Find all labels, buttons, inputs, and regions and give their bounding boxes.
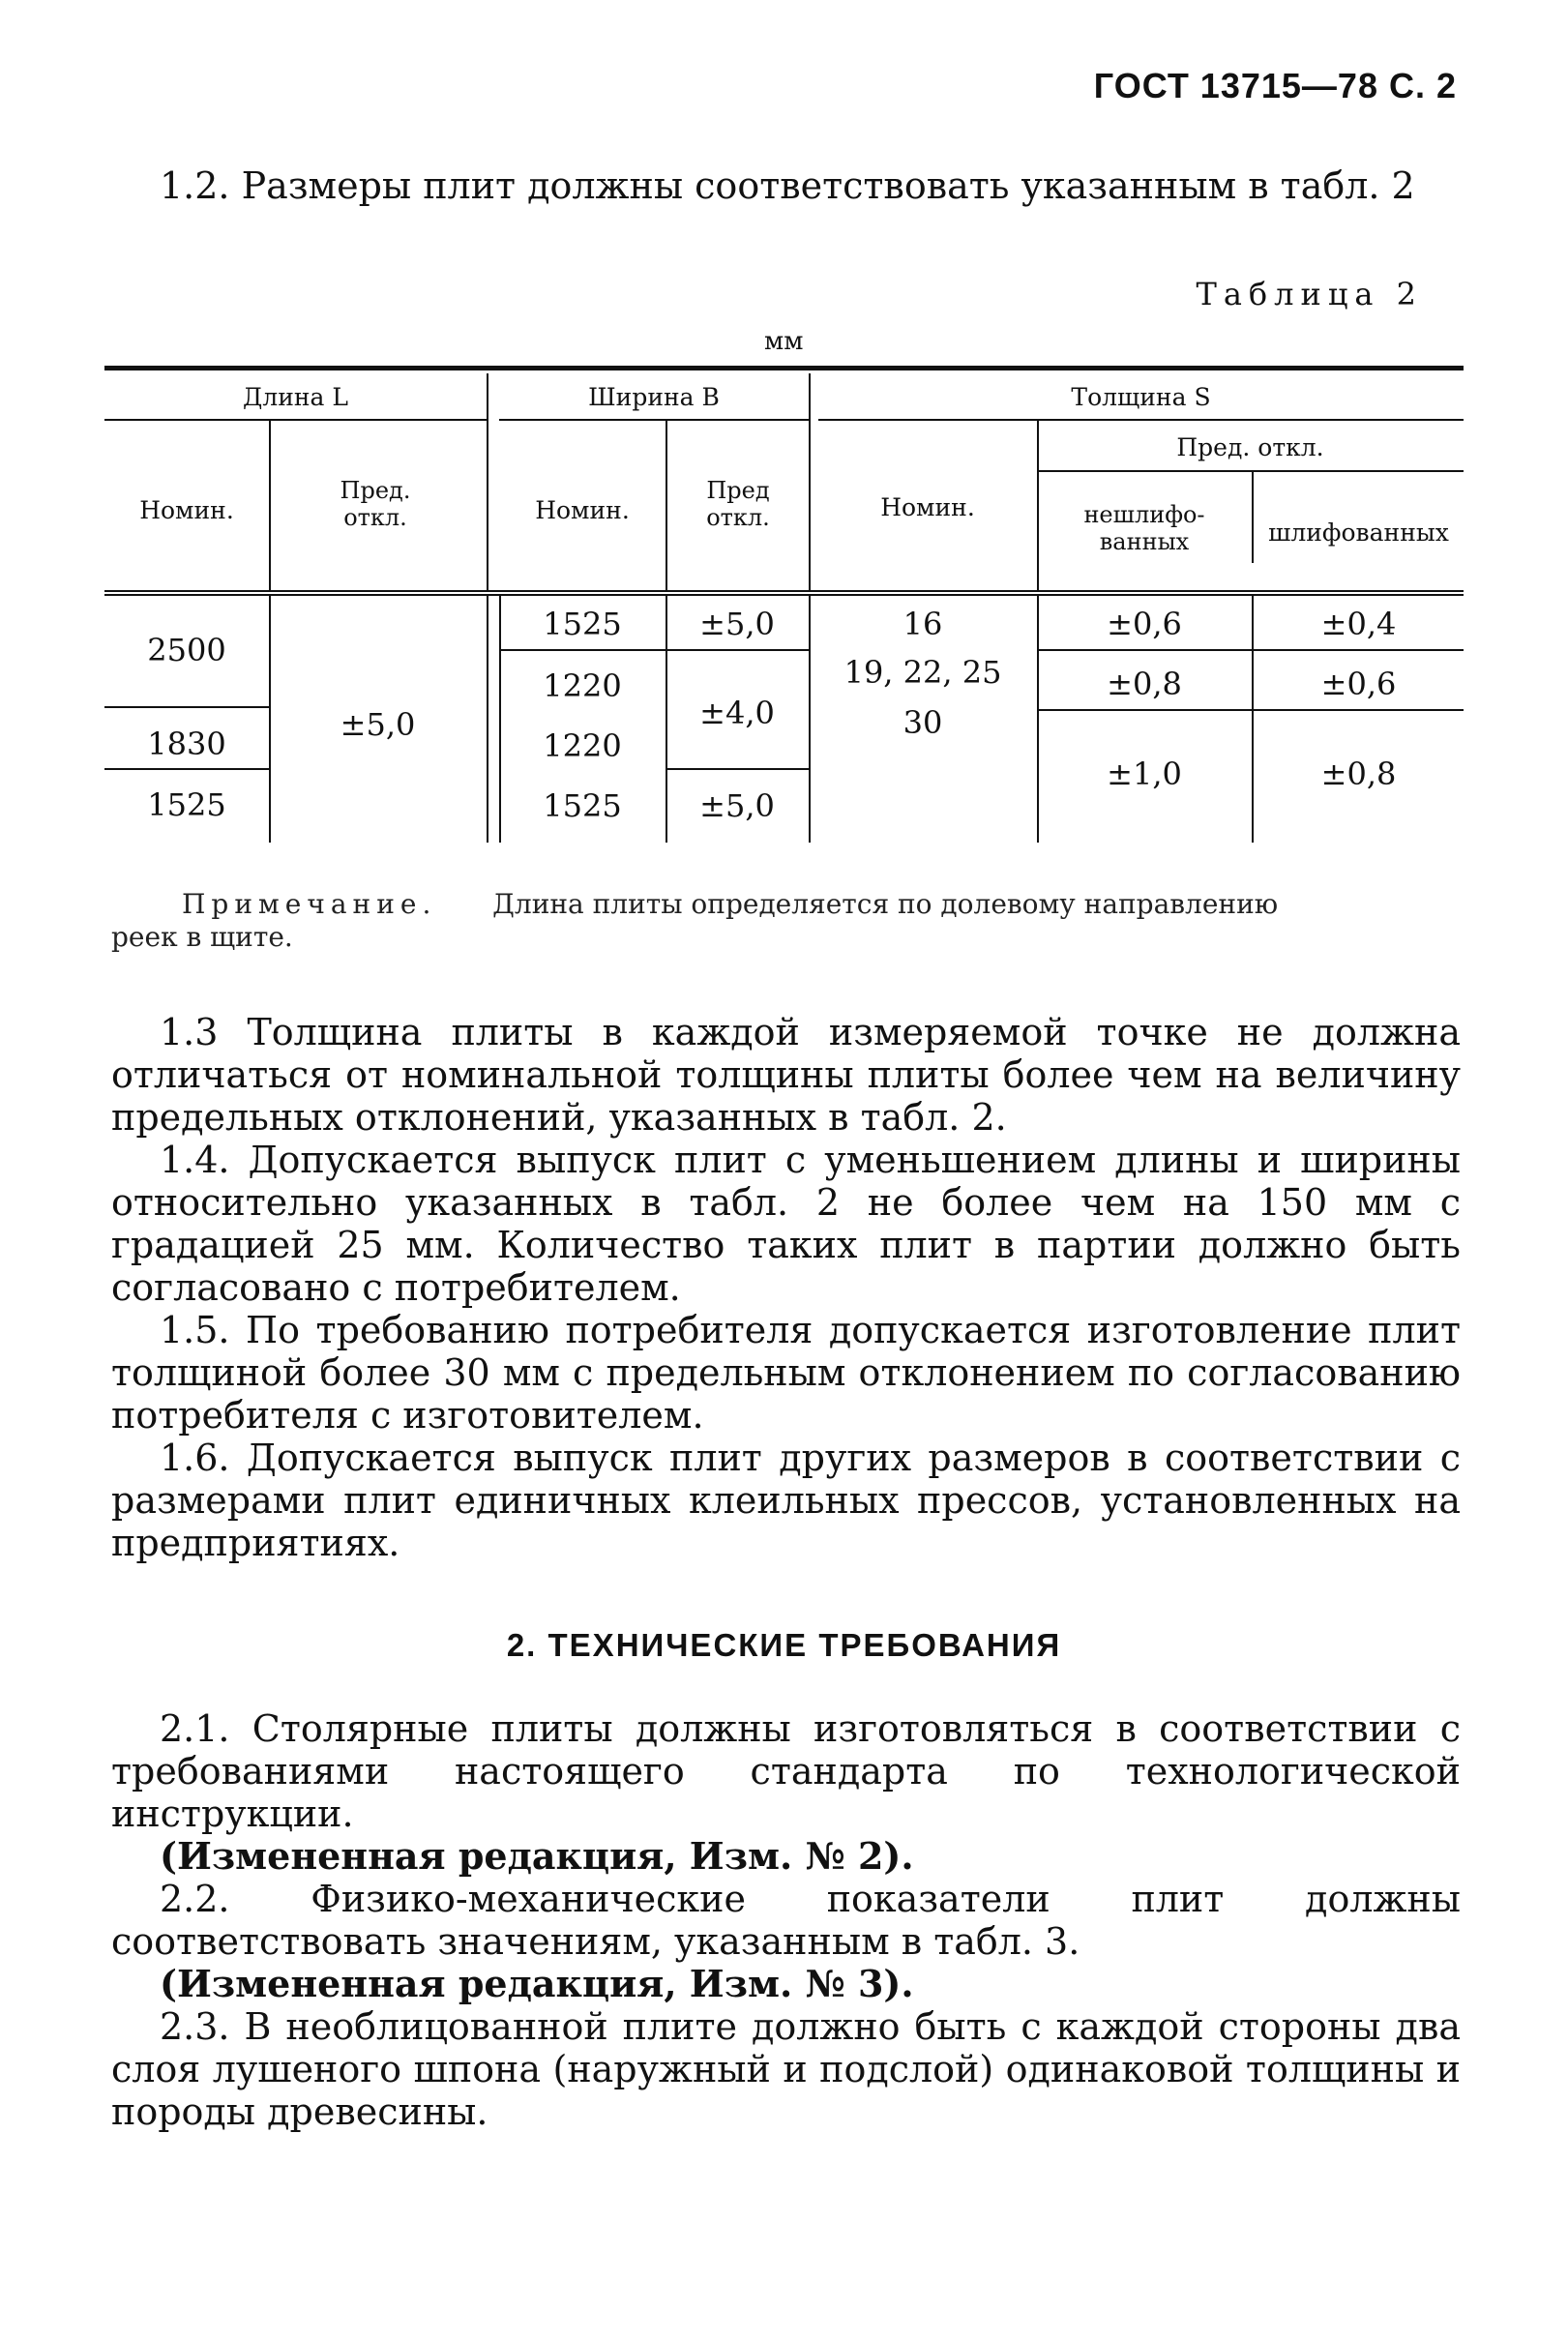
header-width-dev: Пред откл. [706, 477, 770, 531]
header-thickness-nom: Номин. [880, 493, 975, 521]
note-text: Длина плиты определяется по долевому направлению [492, 888, 1279, 920]
dimensions-table [104, 366, 1464, 849]
section-2-title: 2. ТЕХНИЧЕСКИЕ ТРЕБОВАНИЯ [506, 1627, 1062, 1663]
length-1525: 1525 [147, 786, 226, 823]
width-1525-a: 1525 [543, 606, 622, 642]
header-thickness-dev: Пред. откл. [1176, 433, 1324, 461]
thickness-30: 30 [902, 704, 943, 741]
polished-dev-2: ±0,6 [1320, 666, 1397, 702]
paragraph-2-1: 2.1. Столярные плиты должны изготовляться в соответствии с требованиями настоящего стандарта по технологической инструкции. [111, 1707, 1461, 1835]
header-length-dev: Пред. откл. [340, 477, 411, 531]
table-caption: Таблица 2 [1196, 276, 1423, 312]
thickness-19-22-25: 19, 22, 25 [843, 654, 1002, 691]
width-deviation-1: ±5,0 [699, 606, 775, 642]
note-label: Примечание. [182, 888, 437, 920]
header-unpolished: нешлифо-ванных [1083, 501, 1205, 555]
paragraph-1-5: 1.5. По требованию потребителя допускается изготовление плит толщиной более 30 мм с предельным отклонением по согласованию потребителя с изготовителем. [111, 1309, 1461, 1437]
polished-dev-3: ±0,8 [1320, 756, 1397, 792]
width-1525-b: 1525 [543, 787, 622, 824]
header-width-nom: Номин. [535, 496, 630, 524]
header-width: Ширина B [588, 383, 720, 411]
unpolished-dev-1: ±0,6 [1107, 606, 1182, 642]
header-length: Длина L [243, 383, 348, 411]
width-deviation-3: ±5,0 [699, 787, 775, 824]
unpolished-dev-2: ±0,8 [1107, 666, 1182, 702]
header-polished: шлифованных [1268, 519, 1449, 547]
page-header: ГОСТ 13715—78 С. 2 [1093, 66, 1457, 105]
length-deviation: ±5,0 [340, 706, 416, 743]
header-length-nom: Номин. [139, 496, 234, 524]
amendment-3: (Измененная редакция, Изм. № 3). [160, 1962, 914, 2005]
unpolished-dev-3: ±1,0 [1107, 756, 1182, 792]
paragraph-1-3: 1.3 Толщина плиты в каждой измеряемой точке не должна отличаться от номинальной толщины плиты более чем на величину предельных отклонений, указанных в табл. 2. [111, 1011, 1461, 1139]
paragraph-2-2: 2.2. Физико-механические показатели плит должны соответствовать значениям, указанным в табл. 3. [111, 1878, 1461, 1963]
length-2500: 2500 [147, 632, 226, 668]
paragraph-2-3: 2.3. В необлицованной плите должно быть с каждой стороны два слоя лушеного шпона (наружный и подслой) одинаковой толщины и породы древесины. [111, 2005, 1461, 2133]
table-note [111, 888, 1464, 953]
note-text-continued: реек в щите. [111, 921, 293, 953]
width-1220-b: 1220 [543, 727, 622, 764]
length-1830: 1830 [147, 726, 226, 762]
table-unit: мм [764, 327, 804, 356]
paragraph-1-4: 1.4. Допускается выпуск плит с уменьшением длины и ширины относительно указанных в табл. 2 не более чем на 150 мм с градацией 25 мм. Количество таких плит в партии должно быть согласовано с потребителем. [111, 1139, 1461, 1309]
header-thickness: Толщина S [1071, 383, 1211, 411]
thickness-16: 16 [902, 606, 943, 642]
amendment-2: (Измененная редакция, Изм. № 2). [160, 1834, 914, 1878]
width-1220-a: 1220 [543, 667, 622, 704]
paragraph-1-2: 1.2. Размеры плит должны соответствовать указанным в табл. 2 [160, 164, 1415, 207]
paragraph-1-6: 1.6. Допускается выпуск плит других размеров в соответствии с размерами плит единичных клеильных прессов, установленных на предприятиях. [111, 1437, 1461, 1564]
polished-dev-1: ±0,4 [1320, 606, 1397, 642]
width-deviation-2: ±4,0 [699, 695, 775, 731]
